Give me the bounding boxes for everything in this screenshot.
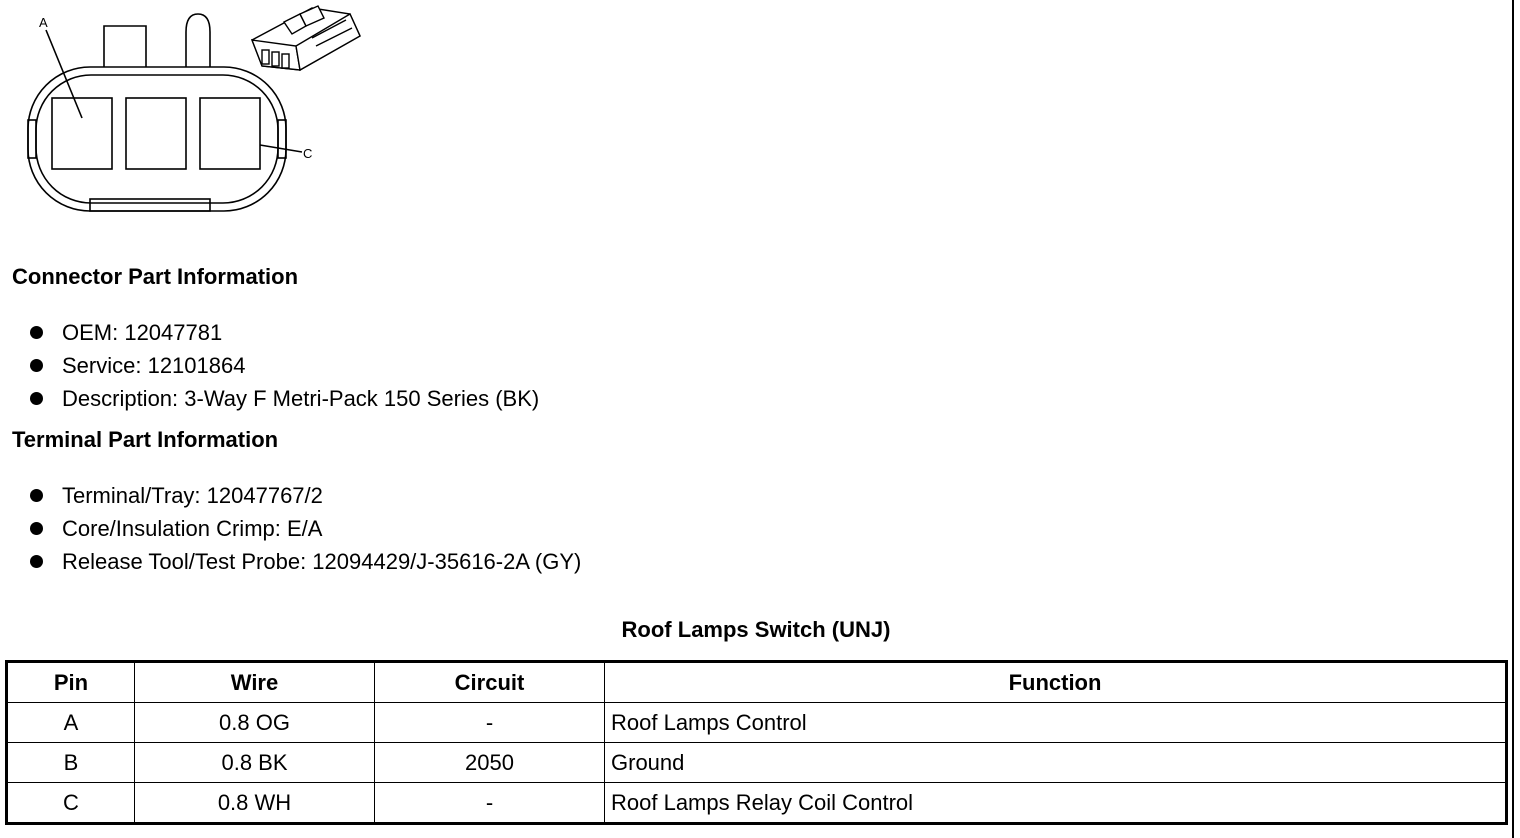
terminal-info-list bbox=[28, 479, 581, 578]
bullet-icon bbox=[30, 326, 43, 339]
circuit-cell: - bbox=[375, 703, 605, 743]
circuit-cell: 2050 bbox=[375, 743, 605, 783]
service-part-number: Service: 12101864 bbox=[62, 353, 246, 378]
oem-part-number: OEM: 12047781 bbox=[62, 320, 223, 345]
connector-description: Description: 3-Way F Metri-Pack 150 Series (BK) bbox=[62, 386, 540, 411]
bullet-icon bbox=[30, 359, 43, 372]
callout-a-label: A bbox=[39, 15, 48, 30]
column-header-pin: Pin bbox=[7, 662, 135, 703]
column-header-circuit: Circuit bbox=[375, 662, 605, 703]
callout-c-label: C bbox=[303, 146, 313, 161]
circuit-cell: - bbox=[375, 783, 605, 824]
list-item bbox=[28, 545, 581, 578]
bullet-icon bbox=[30, 392, 43, 405]
list-item bbox=[28, 349, 539, 382]
function-cell: Ground bbox=[605, 743, 1507, 783]
terminal-tray: Terminal/Tray: 12047767/2 bbox=[62, 483, 323, 508]
table-title: Roof Lamps Switch (UNJ) bbox=[621, 617, 891, 642]
pin-cell: A bbox=[7, 703, 135, 743]
connector-info-list bbox=[28, 316, 539, 415]
bullet-icon bbox=[30, 489, 43, 502]
table-header-row bbox=[7, 662, 1507, 703]
function-cell: Roof Lamps Relay Coil Control bbox=[605, 783, 1507, 824]
connector-illustration bbox=[0, 0, 380, 230]
list-item bbox=[28, 382, 539, 415]
wire-cell: 0.8 OG bbox=[135, 703, 375, 743]
terminal-info-heading: Terminal Part Information bbox=[12, 427, 279, 452]
list-item bbox=[28, 512, 581, 545]
column-header-function: Function bbox=[605, 662, 1507, 703]
bullet-icon bbox=[30, 555, 43, 568]
pin-cell: B bbox=[7, 743, 135, 783]
core-insulation-crimp: Core/Insulation Crimp: E/A bbox=[62, 516, 323, 541]
table-row bbox=[7, 703, 1507, 743]
pin-cell: C bbox=[7, 783, 135, 824]
function-cell: Roof Lamps Control bbox=[605, 703, 1507, 743]
pinout-table bbox=[5, 660, 1508, 825]
wire-cell: 0.8 BK bbox=[135, 743, 375, 783]
table-row bbox=[7, 783, 1507, 824]
list-item bbox=[28, 316, 539, 349]
column-header-wire: Wire bbox=[135, 662, 375, 703]
connector-info-heading: Connector Part Information bbox=[12, 264, 299, 289]
release-tool-test-probe: Release Tool/Test Probe: 12094429/J-35616-2A (GY) bbox=[62, 549, 582, 574]
table-row bbox=[7, 743, 1507, 783]
connector-thumbnail bbox=[252, 6, 360, 70]
list-item bbox=[28, 479, 581, 512]
right-border-rule bbox=[1512, 0, 1514, 838]
wire-cell: 0.8 WH bbox=[135, 783, 375, 824]
bullet-icon bbox=[30, 522, 43, 535]
